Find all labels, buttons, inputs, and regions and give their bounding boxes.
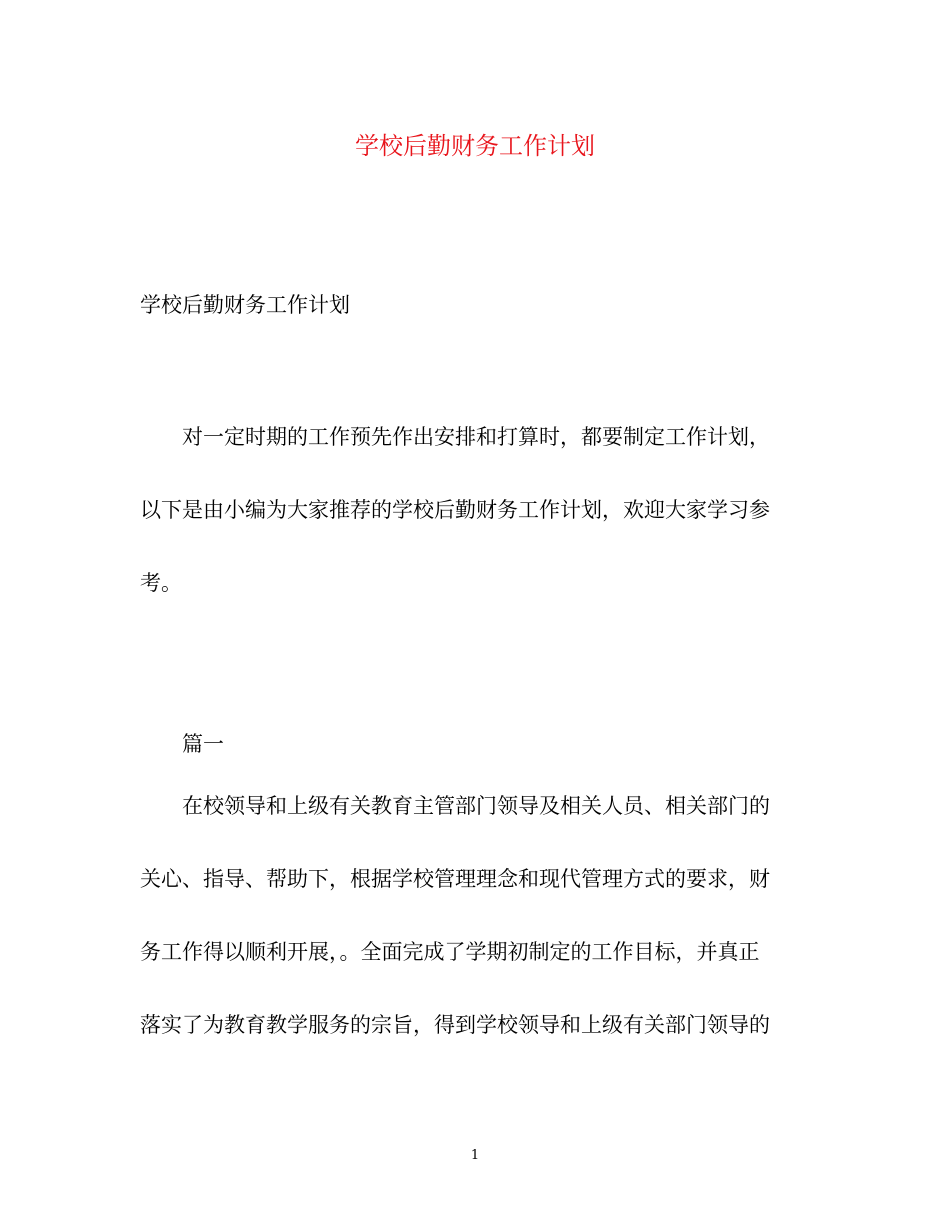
body-line: 在校领导和上级有关教育主管部门领导及相关人员、相关部门的: [182, 794, 770, 818]
document-title: 学校后勤财务工作计划: [355, 132, 595, 160]
body-line: 务工作得以顺利开展，。全面完成了学期初制定的工作目标，并真正: [140, 940, 760, 964]
body-line: 落实了为教育教学服务的宗旨，得到学校领导和上级有关部门领导的: [140, 1013, 770, 1037]
body-line: 关心、指导、帮助下，根据学校管理理念和现代管理方式的要求，财: [140, 867, 770, 891]
body-paragraph: [140, 770, 800, 1062]
document-subtitle: 学校后勤财务工作计划: [140, 293, 350, 317]
intro-line: 考。: [140, 571, 182, 595]
intro-line: 以下是由小编为大家推荐的学校后勤财务工作计划，欢迎大家学习参: [140, 498, 770, 522]
intro-line: 对一定时期的工作预先作出安排和打算时，都要制定工作计划，: [182, 425, 770, 449]
intro-paragraph: [140, 401, 800, 620]
section-heading: 篇一: [182, 732, 224, 756]
page-number: 1: [470, 1148, 480, 1163]
